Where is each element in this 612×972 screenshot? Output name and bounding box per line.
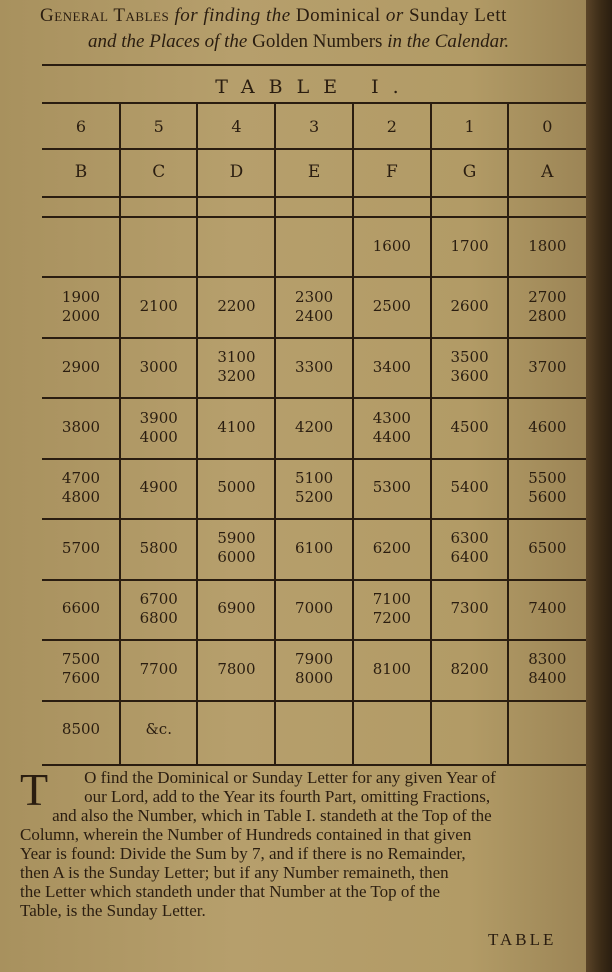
cell-value: B [74,161,88,182]
cell-value: 8300 [528,650,567,669]
header-line-1 [0,4,612,28]
table-cell [353,148,431,196]
header-segment: in the Calendar. [382,31,510,52]
cell-value: F [385,161,398,182]
table-cell [431,104,509,148]
cell-value: 8100 [372,659,411,678]
table-cell [120,700,198,760]
cell-value: 3900 [139,408,178,427]
cell-value: 3800 [61,418,101,437]
table-cell [353,337,431,397]
cell-value: 3500 [450,348,489,367]
paragraph-line: then A is the Sunday Letter; but if any Number remaineth, then [20,863,449,882]
cell-value: 3300 [295,357,334,376]
cell-value: 2800 [528,306,567,325]
table-cell [431,216,509,276]
table-cell [42,700,120,760]
cell-value: 3000 [139,357,178,376]
cell-value: 7700 [139,659,178,678]
table-cell [275,148,353,196]
paragraph-line: O find the Dominical or Sunday Letter for any given Year of [84,768,496,787]
row-divider [42,196,586,198]
table-cell [42,104,120,148]
table-cell [431,518,509,578]
cell-value: 6900 [217,599,256,618]
cell-value: 6600 [61,599,101,618]
table-cell [508,458,586,518]
table-cell [431,639,509,699]
table-cell [431,148,509,196]
table-cell [42,148,120,196]
table-cell [508,276,586,336]
table-cell [508,148,586,196]
cell-value: 4400 [372,427,411,446]
cell-value: 7900 [295,650,334,669]
cell-value: 3600 [450,367,489,386]
cell-value: 1900 [61,287,101,306]
drop-cap: T [20,764,49,815]
paragraph-line: our Lord, add to the Year its fourth Part, omitting Fractions, [84,787,491,806]
table-cell [42,458,120,518]
cell-value: 6100 [295,538,334,557]
cell-value: 1800 [528,236,567,255]
cell-value: 7100 [372,589,411,608]
cell-value: 2700 [528,287,567,306]
book-spine [586,0,612,972]
paragraph-line: Year is found: Divide the Sum by 7, and if there is no Remainder, [20,844,466,863]
header-segment: for finding the [169,5,296,26]
table-cell [197,276,275,336]
cell-value: 3200 [217,367,256,386]
cell-value: 1700 [450,236,489,255]
cell-value: 6500 [528,538,567,557]
cell-value: 3400 [372,357,411,376]
table-cell [42,276,120,336]
cell-value: 7200 [372,608,411,627]
cell-value: 7400 [528,599,567,618]
table-cell [353,216,431,276]
cell-value: 1 [464,116,475,136]
cell-value: 2900 [61,357,101,376]
catchword: TABLE [488,930,557,949]
cell-value: 5600 [528,487,567,506]
cell-value: 7500 [61,650,101,669]
cell-value: 3 [309,116,320,136]
cell-value: 2 [386,116,397,136]
header-rule [42,64,586,66]
cell-value: 6200 [372,538,411,557]
table-cell [275,397,353,457]
header-line-2 [0,28,612,56]
table-cell [431,579,509,639]
cell-value: 5700 [61,538,101,557]
cell-value: 4300 [372,408,411,427]
header-segment: General Tables [40,5,170,26]
table-cell [42,639,120,699]
table-cell [275,104,353,148]
table-cell [353,104,431,148]
cell-value: 5900 [217,529,256,548]
table-cell [508,216,586,276]
table-cell [197,458,275,518]
instruction-paragraph [20,764,586,920]
table-cell [197,639,275,699]
table-cell [120,397,198,457]
cell-value: 4500 [450,418,489,437]
table-cell [275,639,353,699]
table-cell [353,458,431,518]
table-cell [353,579,431,639]
page-header [0,4,612,56]
cell-value: D [229,161,244,182]
table-cell [120,518,198,578]
table-cell [120,276,198,336]
cell-value: 7600 [61,669,101,688]
table-cell [431,276,509,336]
cell-value: G [462,161,477,182]
table-cell [120,579,198,639]
table-cell [120,104,198,148]
table-cell [353,397,431,457]
table-cell [197,104,275,148]
paragraph-line: the Letter which standeth under that Number at the Top of the [20,882,441,901]
cell-value: &c. [145,720,172,739]
table-cell [353,518,431,578]
table-title: TABLE I. [215,76,413,98]
cell-value: 5500 [528,468,567,487]
table-cell [42,397,120,457]
cell-value: 8400 [528,669,567,688]
cell-value: 6000 [217,548,256,567]
cell-value: 4700 [61,468,101,487]
table-cell [353,276,431,336]
cell-value: 4600 [528,418,567,437]
table-cell [508,104,586,148]
cell-value: 7000 [295,599,334,618]
table-cell [197,397,275,457]
cell-value: 8200 [450,659,489,678]
cell-value: 7300 [450,599,489,618]
cell-value: C [152,161,166,182]
table-cell [508,518,586,578]
cell-value: 2600 [450,297,489,316]
table-cell [431,458,509,518]
cell-value: 2200 [217,297,256,316]
cell-value: 8000 [295,669,334,688]
table-cell [42,337,120,397]
cell-value: 5300 [372,478,411,497]
cell-value: 6700 [139,589,178,608]
header-segment: Dominical [295,5,381,26]
cell-value: 8500 [61,720,101,739]
table-cell [353,639,431,699]
cell-value: 4800 [61,487,101,506]
paragraph-line: Table, is the Sunday Letter. [20,901,206,920]
table-cell [508,337,586,397]
cell-value: 5 [153,116,164,136]
table-cell [197,518,275,578]
table-cell [197,579,275,639]
cell-value: 5100 [295,468,334,487]
table-cell [120,148,198,196]
dominical-table [42,102,586,766]
cell-value: 1600 [372,236,411,255]
header-segment: or [380,5,410,26]
cell-value: 6800 [139,608,178,627]
cell-value: 6300 [450,529,489,548]
paragraph-line: Column, wherein the Number of Hundreds contained in that given [20,825,472,844]
cell-value: 6 [75,116,87,136]
cell-value: 5200 [295,487,334,506]
cell-value: A [541,161,554,182]
table-cell [275,276,353,336]
header-segment: Golden Numbers [252,31,383,52]
cell-value: 4000 [139,427,178,446]
cell-value: 6400 [450,548,489,567]
cell-value: 5400 [450,478,489,497]
table-cell [120,337,198,397]
table-cell [120,639,198,699]
cell-value: 0 [542,116,553,136]
cell-value: 7800 [217,659,256,678]
cell-value: 2000 [61,306,101,325]
paragraph-line: and also the Number, which in Table I. standeth at the Top of the [52,806,492,825]
cell-value: 2400 [295,306,334,325]
cell-value: 2300 [295,287,334,306]
cell-value: 4200 [295,418,334,437]
cell-value: 2100 [139,297,178,316]
table-cell [120,458,198,518]
table-cell [42,518,120,578]
table-cell [275,518,353,578]
cell-value: 4100 [217,418,256,437]
header-segment: and the Places of the [88,31,253,52]
cell-value: 2500 [372,297,411,316]
table-cell [275,579,353,639]
table-cell [275,337,353,397]
table-cell [508,639,586,699]
table-cell [431,337,509,397]
table-cell [42,579,120,639]
table-cell [508,397,586,457]
cell-value: 3100 [217,348,256,367]
table-cell [197,148,275,196]
header-segment: Sunday Lett [409,5,507,26]
cell-value: 5000 [217,478,256,497]
cell-value: 4900 [139,478,178,497]
table-cell [275,458,353,518]
table-cell [508,579,586,639]
table-cell [197,337,275,397]
cell-value: 4 [231,116,242,136]
cell-value: 3700 [528,357,567,376]
table-cell [431,397,509,457]
cell-value: E [307,161,321,182]
cell-value: 5800 [139,538,178,557]
